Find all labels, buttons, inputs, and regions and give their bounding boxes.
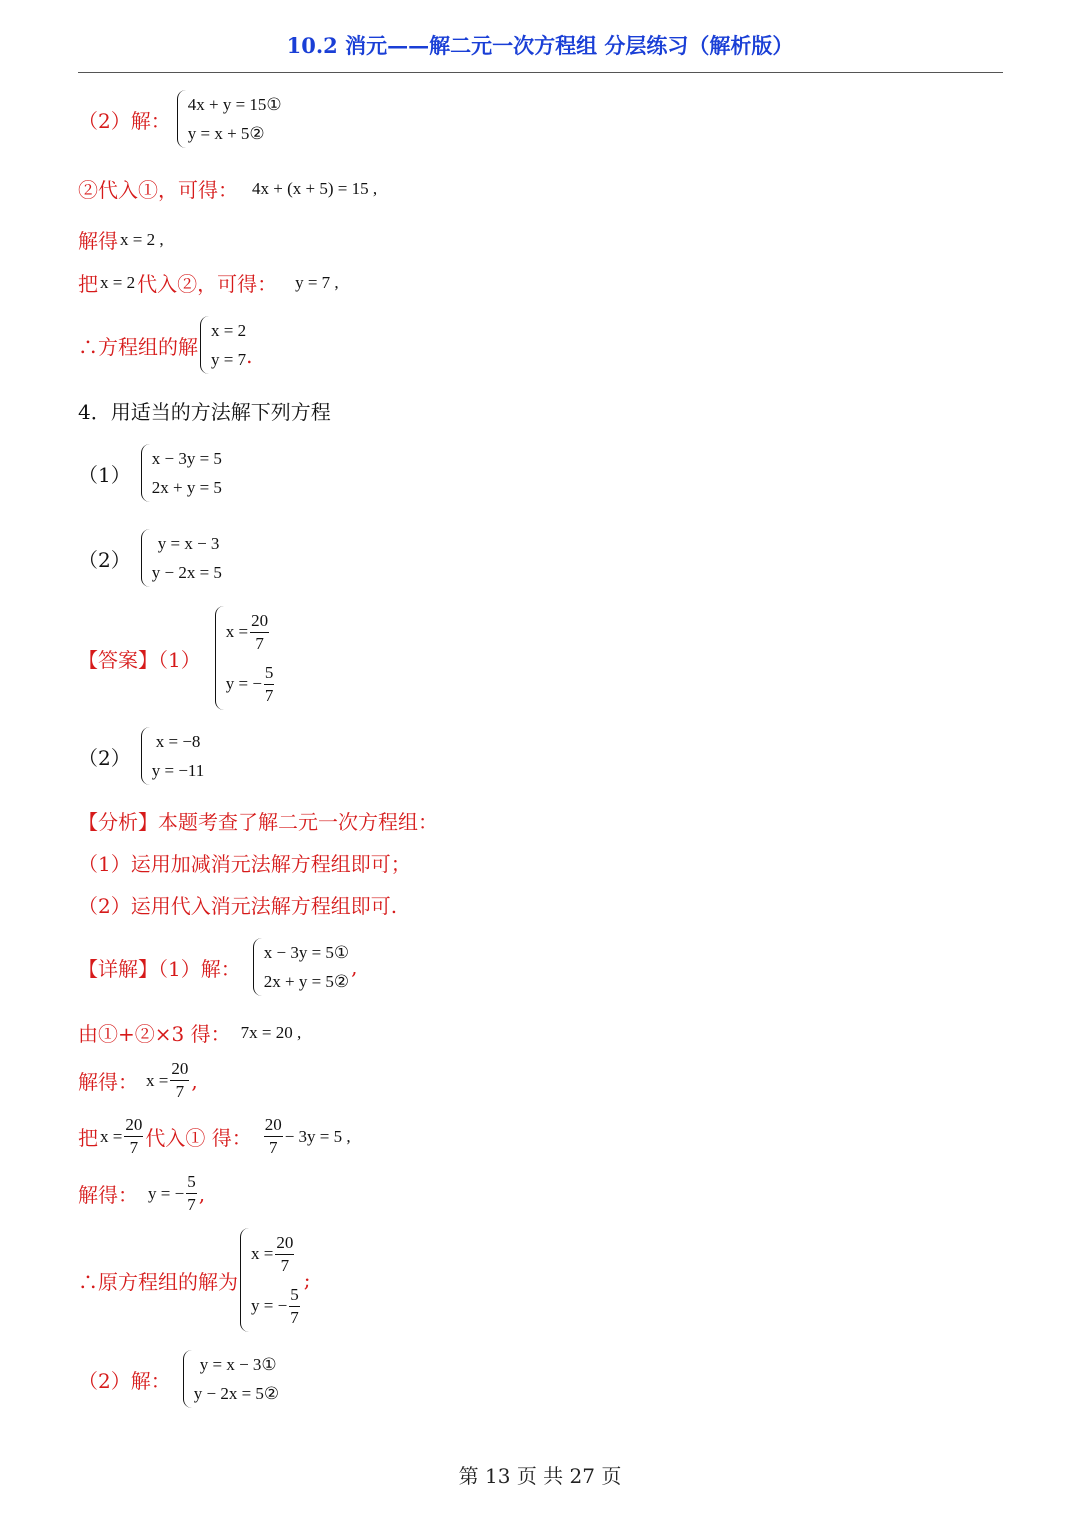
fraction-numerator: 5 xyxy=(264,662,275,685)
fraction-denominator: 7 xyxy=(255,633,264,653)
detail-step2-text: 解得： xyxy=(78,1070,138,1094)
detail-step1 xyxy=(78,1018,301,1047)
detail-part2-eq1: y = x − 3① xyxy=(199,1355,277,1374)
fraction xyxy=(186,1171,197,1216)
detail-conclusion-y xyxy=(251,1280,302,1332)
prev-conclusion-end: . xyxy=(246,344,253,368)
fraction-numerator: 5 xyxy=(186,1171,197,1194)
brace-icon xyxy=(141,529,150,587)
prev-conclusion-eq1: x = 2 xyxy=(211,321,247,340)
detail-step3-rest: − 3y = 5 , xyxy=(284,1126,351,1146)
detail-conclusion-text: ∴原方程组的解为 xyxy=(78,1269,238,1294)
detail-step3-text-b: 代入① 得： xyxy=(145,1126,252,1150)
detail-conclusion xyxy=(78,1228,310,1332)
detail-system xyxy=(253,938,349,996)
q4-part1-eq2: 2x + y = 5 xyxy=(151,478,222,497)
fraction-numerator: 20 xyxy=(250,610,269,633)
fraction xyxy=(275,1232,294,1277)
answer-label: 【答案】（1） xyxy=(78,647,201,672)
answer-part1-y xyxy=(226,658,277,710)
detail-step2 xyxy=(78,1058,198,1103)
brace-icon xyxy=(200,316,209,374)
detail-part2-eq2: y − 2x = 5② xyxy=(193,1384,280,1403)
answer-y-label: y = − xyxy=(225,674,262,693)
detail-label: 【详解】（1）解： xyxy=(78,956,241,981)
prev-conclusion-system xyxy=(200,316,246,374)
fraction-denominator: 7 xyxy=(268,1138,278,1157)
prev-part2-line xyxy=(78,90,282,148)
q4-part1-system xyxy=(141,444,222,502)
q4-part2-system xyxy=(141,529,222,587)
q4-part1-eq1: x − 3y = 5 xyxy=(151,449,222,468)
fraction-numerator: 20 xyxy=(124,1114,143,1137)
brace-icon xyxy=(177,90,186,148)
fraction-numerator: 20 xyxy=(264,1114,283,1137)
prev-conclusion-text: ∴方程组的解 xyxy=(78,334,198,359)
answer-part1 xyxy=(78,606,276,710)
fraction-denominator: 7 xyxy=(280,1255,290,1275)
q4-part1-label: （1） xyxy=(78,462,131,487)
q4-part2-eq2: y − 2x = 5 xyxy=(151,563,222,582)
fraction-denominator: 7 xyxy=(175,1082,185,1101)
answer-part2-system xyxy=(141,727,205,785)
detail-step2-end: , xyxy=(191,1068,198,1093)
fraction-numerator: 5 xyxy=(289,1284,300,1307)
detail-conclusion-system xyxy=(240,1228,302,1332)
answer-part2-eq1: x = −8 xyxy=(155,732,201,751)
prev-step3-math-a: x = 2 xyxy=(100,272,136,292)
q4-part2-label: （2） xyxy=(78,547,131,572)
q4-title: 4．用适当的方法解下列方程 xyxy=(78,400,331,424)
fraction-numerator: 20 xyxy=(275,1232,294,1255)
header-divider xyxy=(78,72,1003,73)
prev-step3-math-b: y = 7 , xyxy=(295,272,339,292)
prev-step1-math: 4x + (x + 5) = 15 , xyxy=(252,178,378,198)
brace-icon xyxy=(141,727,150,785)
detail-step3-x: x = xyxy=(100,1126,123,1146)
answer-part1-x xyxy=(226,606,277,658)
detail-eq1: x − 3y = 5① xyxy=(263,943,350,962)
prev-part2-eq2: y = x + 5② xyxy=(187,124,265,143)
q4-part2-eq1: y = x − 3 xyxy=(157,534,220,553)
fraction xyxy=(264,1114,283,1159)
prev-step1 xyxy=(78,174,377,203)
prev-part2-eq1: 4x + y = 15① xyxy=(187,95,282,114)
detail-step1-math: 7x = 20 , xyxy=(240,1022,302,1042)
detail-comma: , xyxy=(351,955,358,979)
fraction xyxy=(289,1284,300,1329)
fraction-denominator: 7 xyxy=(290,1307,299,1327)
fraction-denominator: 7 xyxy=(129,1138,139,1157)
fraction xyxy=(124,1114,143,1159)
answer-part2-eq2: y = −11 xyxy=(151,761,205,780)
prev-conclusion xyxy=(78,316,252,374)
prev-step3-text-b: 代入②，可得： xyxy=(137,272,278,296)
detail-eq2: 2x + y = 5② xyxy=(263,972,350,991)
prev-step1-text: ②代入①，可得： xyxy=(78,178,238,202)
q4-part1 xyxy=(78,444,222,502)
detail-part2-system xyxy=(183,1350,279,1408)
detail-conclusion-x-label: x = xyxy=(251,1244,274,1263)
page-header-title: 10.2 消元——解二元一次方程组 分层练习（解析版） xyxy=(286,33,794,58)
detail-conclusion-y-label: y = − xyxy=(251,1296,288,1315)
answer-x-label: x = xyxy=(225,622,249,641)
detail-step4 xyxy=(78,1171,205,1216)
prev-step2-math: x = 2 , xyxy=(120,229,164,249)
detail-step1-text: 由①+②×3 得： xyxy=(78,1022,231,1046)
detail-step4-text: 解得： xyxy=(78,1183,138,1207)
detail-step4-y: y = − xyxy=(148,1183,185,1203)
brace-icon xyxy=(253,938,262,996)
answer-part1-system xyxy=(215,606,277,710)
detail-conclusion-end: ; xyxy=(303,1268,311,1292)
detail-step3 xyxy=(78,1114,351,1159)
detail-part1 xyxy=(78,938,358,996)
detail-part2 xyxy=(78,1350,279,1408)
prev-part2-label: （2）解： xyxy=(78,108,171,133)
detail-step4-end: , xyxy=(198,1181,206,1206)
analysis-line3: （2）运用代入消元法解方程组即可. xyxy=(78,894,398,918)
analysis-line2: （1）运用加减消元法解方程组即可； xyxy=(78,852,411,876)
prev-step2-text: 解得 xyxy=(78,229,118,253)
detail-part2-label: （2）解： xyxy=(78,1368,171,1393)
page-footer: 第 13 页 共 27 页 xyxy=(458,1464,622,1488)
brace-icon xyxy=(240,1228,249,1332)
brace-icon xyxy=(141,444,150,502)
fraction xyxy=(250,610,269,655)
brace-icon xyxy=(183,1350,192,1408)
answer-part2-label: （2） xyxy=(78,745,131,770)
prev-step3-text-a: 把 xyxy=(78,272,98,296)
brace-icon xyxy=(215,606,224,710)
prev-conclusion-eq2: y = 7 xyxy=(211,350,247,369)
q4-part2 xyxy=(78,529,222,587)
detail-conclusion-x xyxy=(251,1228,302,1280)
answer-part2 xyxy=(78,727,204,785)
prev-part2-system xyxy=(177,90,282,148)
detail-step2-x: x = xyxy=(146,1070,169,1090)
analysis-line1: 【分析】本题考查了解二元一次方程组： xyxy=(78,810,438,834)
fraction-denominator: 7 xyxy=(264,685,274,705)
prev-step3 xyxy=(78,268,339,297)
detail-step3-text-a: 把 xyxy=(78,1126,98,1150)
prev-step2 xyxy=(78,225,164,254)
fraction-denominator: 7 xyxy=(187,1195,196,1214)
fraction xyxy=(264,662,275,707)
fraction-numerator: 20 xyxy=(170,1058,189,1081)
fraction xyxy=(170,1058,189,1103)
